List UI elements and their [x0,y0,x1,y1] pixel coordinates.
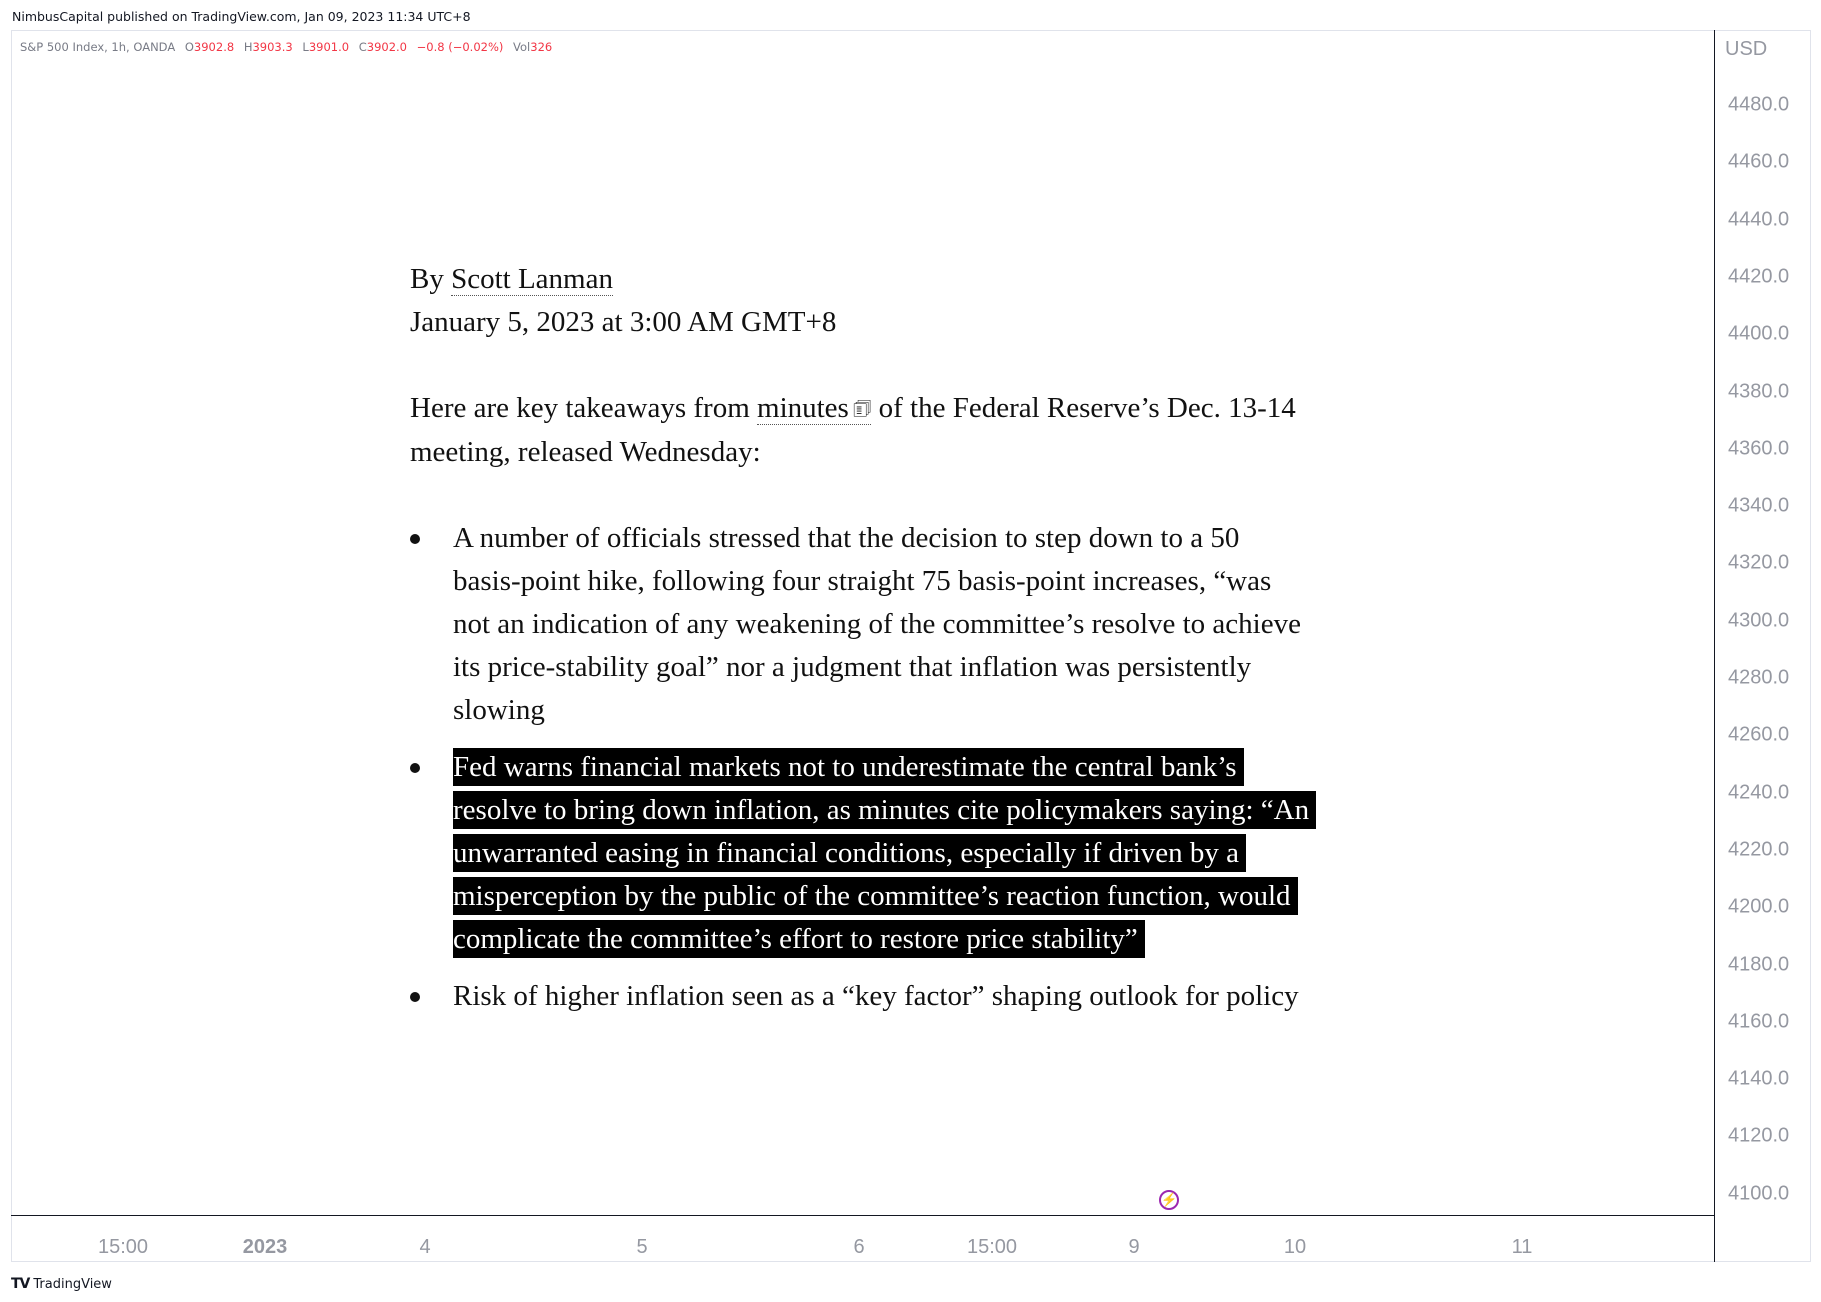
takeaways-list [410,517,1310,1018]
price-axis-label: 4140.0 [1728,1067,1790,1090]
price-axis-label: 4460.0 [1728,150,1790,173]
bullet-text: A number of officials stressed that the decision to step down to a 50 basis-point hike, following four straight 75 basis-point increases, “was not an indication of any weakening of the committee’s resolve to achieve its price-stability goal” nor a judgment that inflation was persistently slowing [453,522,1301,726]
time-axis-label: 6 [853,1236,865,1258]
byline-prefix: By [410,263,452,295]
price-axis-label: 4360.0 [1728,437,1790,460]
bullet-text: Risk of higher inflation seen as a “key factor” shaping outlook for policy [453,980,1299,1012]
tradingview-logo-text: TradingView [33,1276,112,1292]
bullet-dot [410,992,420,1002]
price-axis-label: 4380.0 [1728,380,1790,402]
legend-change: −0.8 (−0.02%) [416,40,504,54]
price-scale-border [1714,30,1715,1262]
price-axis-label: 4420.0 [1728,265,1790,288]
currency-label[interactable]: USD [1725,38,1768,60]
bullet-dot [410,763,420,773]
price-axis-label: 4160.0 [1728,1010,1790,1033]
minutes-link[interactable] [757,392,871,425]
publisher-line: NimbusCapital published on TradingView.com, Jan 09, 2023 11:34 UTC+8 [12,9,471,24]
price-axis-label: 4200.0 [1728,895,1790,918]
legend-close-label: C [358,40,367,54]
time-axis-label: 2023 [242,1236,288,1258]
legend-high-label: H [243,40,253,54]
legend-open-value: 3902.8 [193,40,235,54]
minutes-link-label: minutes [757,392,849,424]
tradingview-logo-mark: TV [11,1276,30,1292]
time-axis-label: 4 [419,1236,431,1258]
price-axis-label: 4220.0 [1728,838,1790,861]
legend-close-value: 3902.0 [366,40,407,54]
list-item [410,517,1313,732]
highlighted-bullet-text: Fed warns financial markets not to underestimate the central bank’s resolve to bring down inflation, as minutes cite policymakers saying: “An unwarranted easing in financial conditions, especially if driven by a misperception by the public of the committee’s reaction function, would complicate the committee’s effort to restore price stability” [453,748,1316,958]
price-axis-label: 4100.0 [1728,1182,1790,1205]
price-axis-label: 4340.0 [1728,494,1790,517]
price-axis-label: 4120.0 [1728,1124,1790,1147]
time-scale-border [11,1215,1714,1216]
price-axis-label: 4240.0 [1728,781,1790,804]
byline [410,258,1310,301]
article-intro [410,387,1310,474]
time-axis-label: 11 [1511,1236,1533,1258]
article-screenshot [410,258,1310,1032]
price-axis-label: 4320.0 [1728,551,1790,574]
legend-vol-label: Vol [513,40,531,54]
price-axis-label: 4180.0 [1728,953,1790,975]
bullet-dot [410,534,420,544]
chart-legend [20,40,552,54]
price-axis-label: 4440.0 [1728,208,1790,231]
time-axis-label: 10 [1283,1236,1307,1258]
time-axis-label: 15:00 [97,1236,149,1258]
legend-symbol[interactable]: S&P 500 Index, 1h, OANDA [20,40,176,54]
legend-open-label: O [184,40,194,54]
price-axis-label: 4300.0 [1728,609,1790,632]
price-axis-label: 4260.0 [1728,723,1790,746]
intro-text-before: Here are key takeaways from [410,392,758,424]
tradingview-logo[interactable] [11,1276,112,1292]
legend-low-value: 3901.0 [308,40,350,54]
article-date: January 5, 2023 at 3:00 AM GMT+8 [410,306,837,338]
legend-vol-value: 326 [530,40,553,54]
legend-low-label: L [302,40,309,54]
legend-high-value: 3903.3 [252,40,293,54]
price-axis-label: 4480.0 [1728,93,1790,116]
lightning-icon[interactable]: ⚡ [1159,1190,1179,1210]
time-axis-label: 15:00 [966,1236,1018,1258]
price-scale[interactable] [1716,0,1816,1302]
author-link[interactable]: Scott Lanman [451,263,613,295]
list-item [410,746,1313,961]
time-axis-label: 5 [636,1236,648,1258]
list-item [410,975,1313,1018]
time-axis-label: 9 [1128,1236,1140,1258]
document-icon: 🗊 [852,398,872,420]
intro-text-after: of the Federal Reserve’s Dec. 13-14 meeting, released Wednesday: [410,392,1296,468]
price-axis-label: 4280.0 [1728,666,1790,689]
price-axis-label: 4400.0 [1728,322,1790,345]
